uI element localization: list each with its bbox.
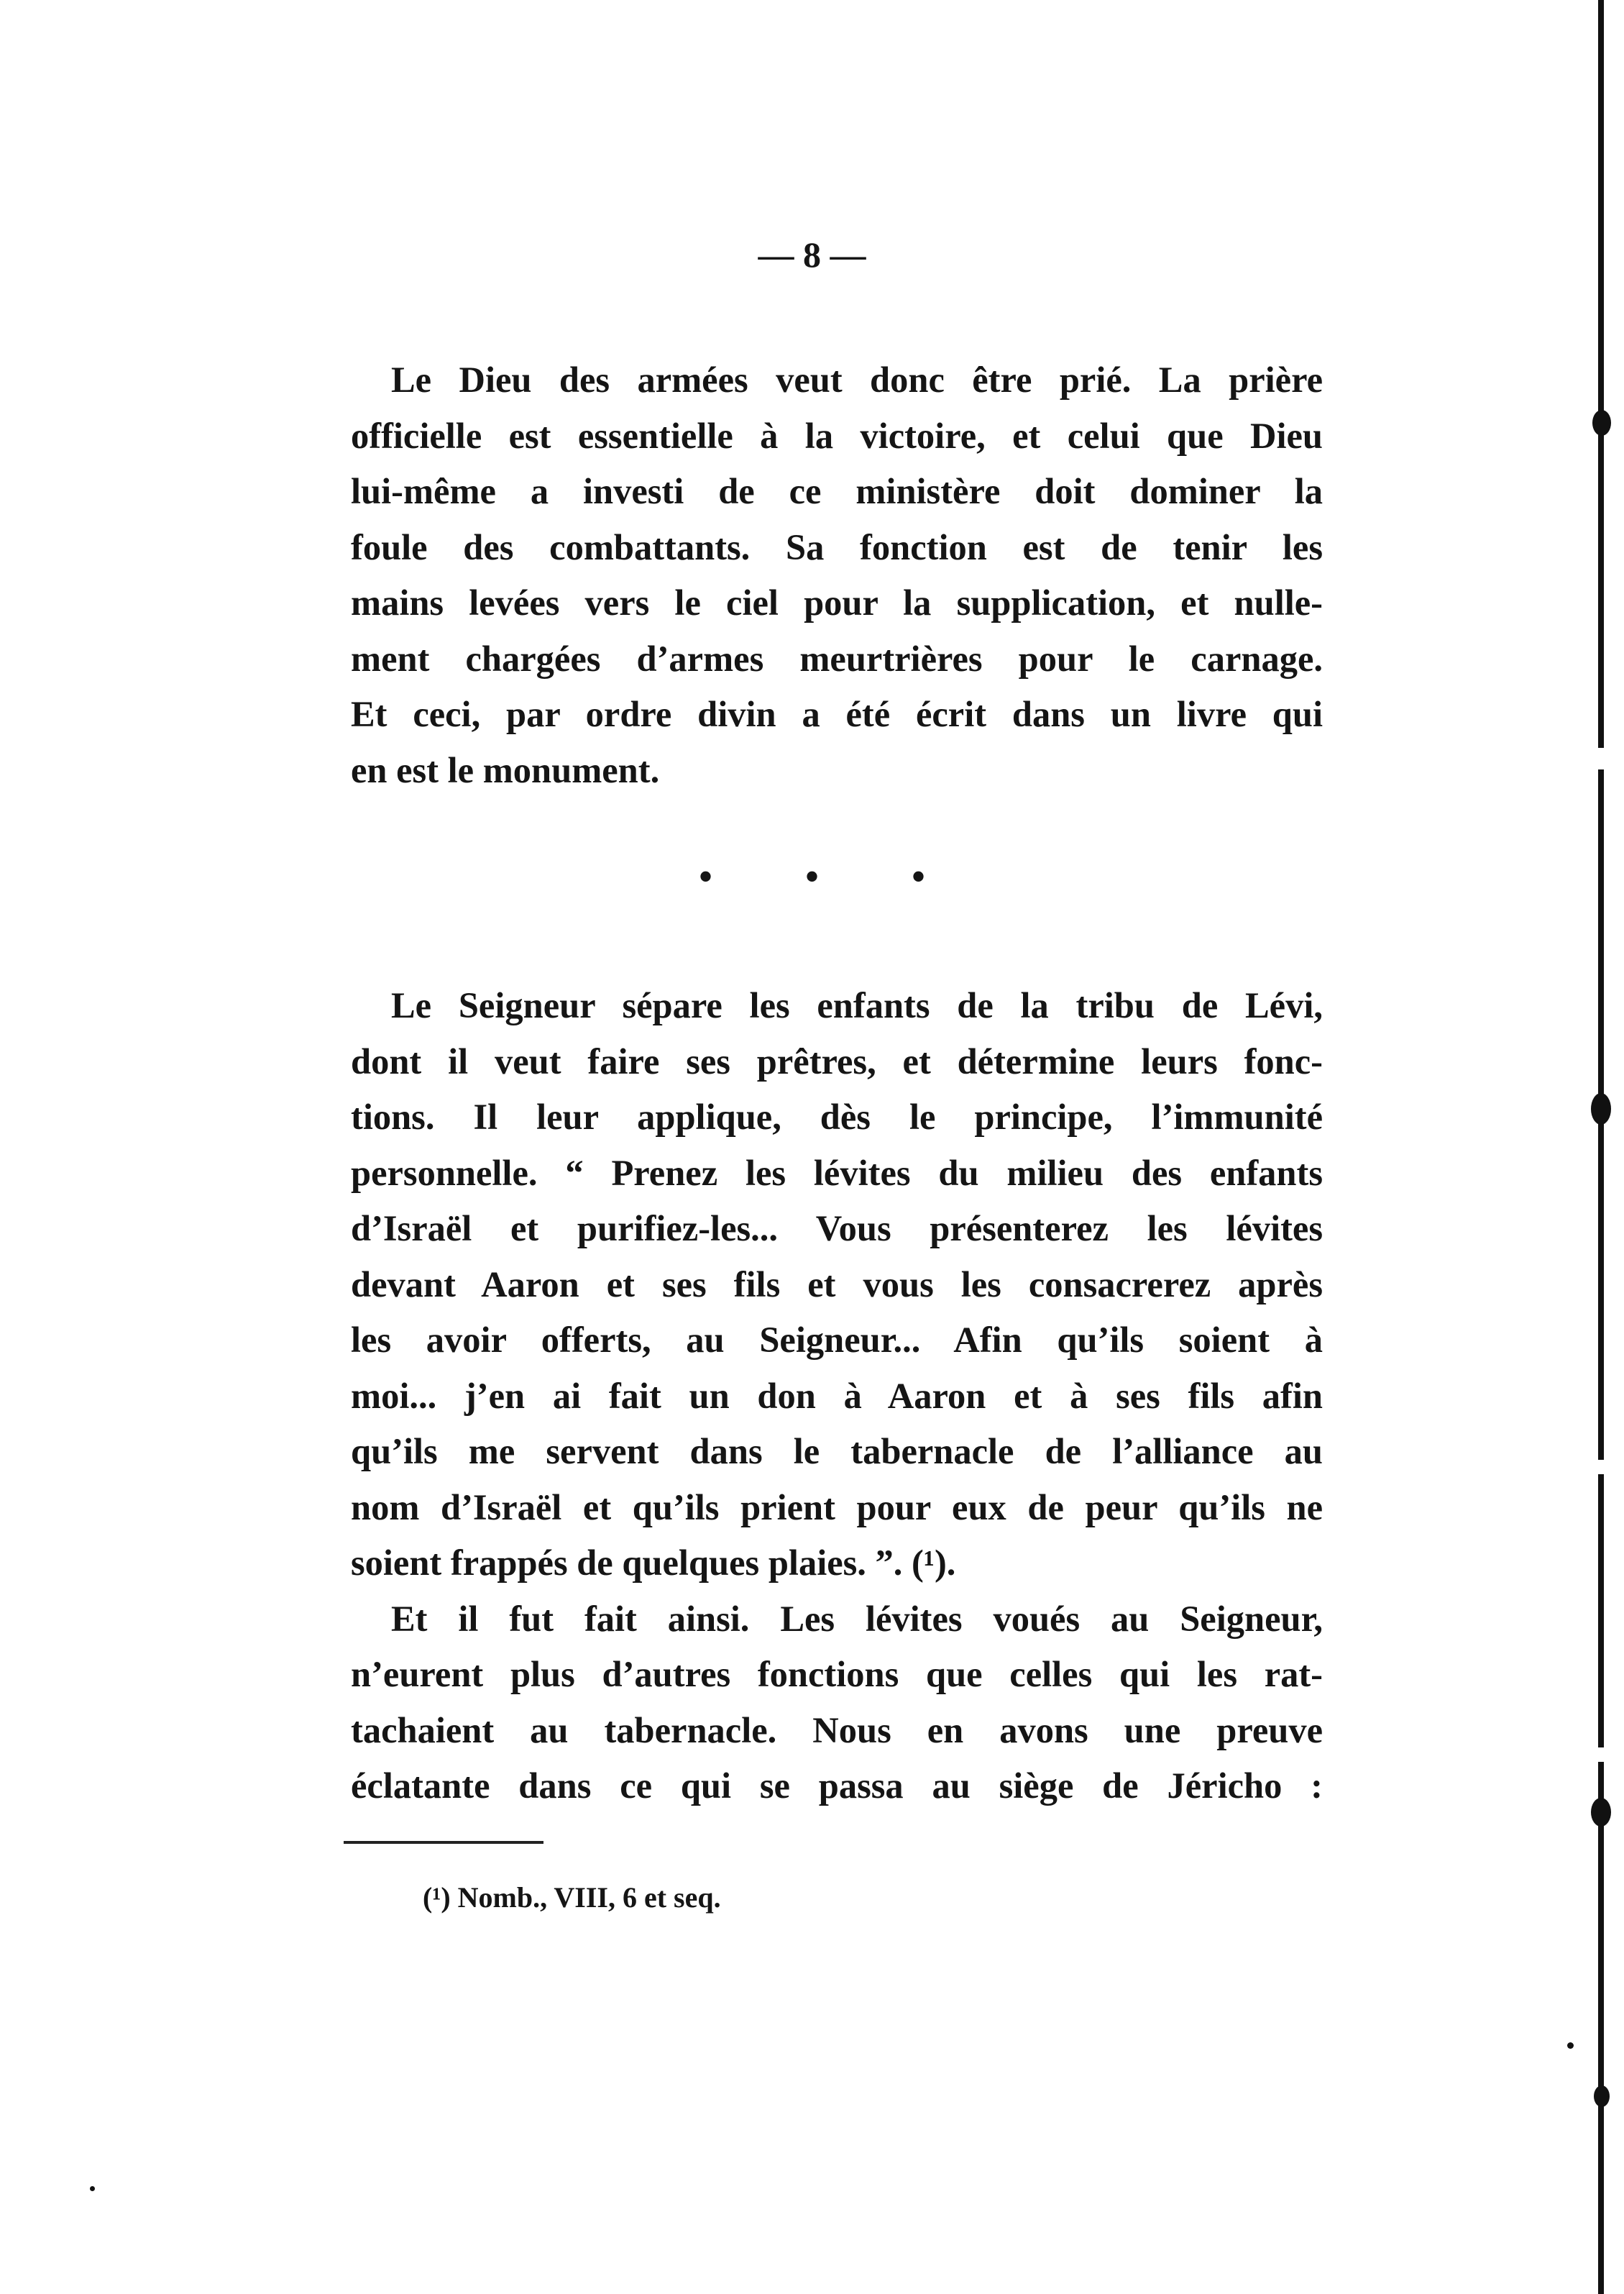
text-line: éclatante dans ce qui se passa au siège de Jéricho :: [351, 1765, 1323, 1806]
scan-edge-mark: [1592, 410, 1611, 436]
text-line: personnelle. “ Prenez les lévites du milieu des enfants: [351, 1152, 1323, 1193]
paragraph-2: [351, 978, 1323, 1814]
scan-edge-mark: [1591, 1093, 1611, 1125]
scan-speck: [1567, 2042, 1574, 2049]
text-line: Et ceci, par ordre divin a été écrit dans un livre qui: [351, 694, 1323, 734]
text-line: les avoir offerts, au Seigneur... Afin qu’ils soient à: [351, 1320, 1323, 1360]
scan-edge-mark: [1591, 1798, 1611, 1827]
text-line: Et il fut fait ainsi. Les lévites voués au Seigneur,: [391, 1598, 1323, 1639]
text-line: soient frappés de quelques plaies. ”. (¹).: [351, 1543, 956, 1583]
scan-speck: [90, 2186, 95, 2191]
text-line: officielle est essentielle à la victoire, et celui que Dieu: [351, 415, 1323, 456]
text-line: ment chargées d’armes meurtrières pour le carnage.: [351, 638, 1323, 679]
footnote-rule: [344, 1841, 543, 1844]
text-line: d’Israël et purifiez-les... Vous présenterez les lévites: [351, 1208, 1323, 1248]
text-line: Le Seigneur sépare les enfants de la tribu de Lévi,: [391, 985, 1323, 1025]
text-line: devant Aaron et ses fils et vous les consacrerez après: [351, 1263, 1323, 1304]
section-separator: • • •: [697, 853, 967, 900]
text-line: en est le monument.: [351, 749, 660, 790]
text-line: mains levées vers le ciel pour la supplication, et nulle-: [351, 582, 1323, 623]
text-line: tions. Il leur applique, dès le principe, l’immunité: [351, 1097, 1323, 1137]
scan-edge-artifact: [1598, 1474, 1604, 1747]
text-line: qu’ils me servent dans le tabernacle de l’alliance au: [351, 1431, 1323, 1471]
scan-edge-artifact: [1598, 0, 1604, 748]
text-line: foule des combattants. Sa fonction est de tenir les: [351, 526, 1323, 567]
paragraph-1: [351, 352, 1323, 798]
text-line: nom d’Israël et qu’ils prient pour eux de peur qu’ils ne: [351, 1486, 1323, 1527]
scan-edge-mark: [1594, 2085, 1610, 2107]
text-line: n’eurent plus d’autres fonctions que celles qui les rat-: [351, 1654, 1323, 1694]
text-line: moi... j’en ai fait un don à Aaron et à ses fils afin: [351, 1375, 1323, 1416]
text-line: lui-même a investi de ce ministère doit dominer la: [351, 471, 1323, 511]
page-number: — 8 —: [758, 234, 866, 275]
scan-edge-artifact: [1598, 1762, 1604, 2294]
text-line: dont il veut faire ses prêtres, et détermine leurs fonc-: [351, 1041, 1323, 1082]
text-line: tachaient au tabernacle. Nous en avons une preuve: [351, 1709, 1323, 1750]
footnote: (¹) Nomb., VIII, 6 et seq.: [423, 1881, 721, 1914]
text-line: Le Dieu des armées veut donc être prié. La prière: [391, 360, 1323, 400]
